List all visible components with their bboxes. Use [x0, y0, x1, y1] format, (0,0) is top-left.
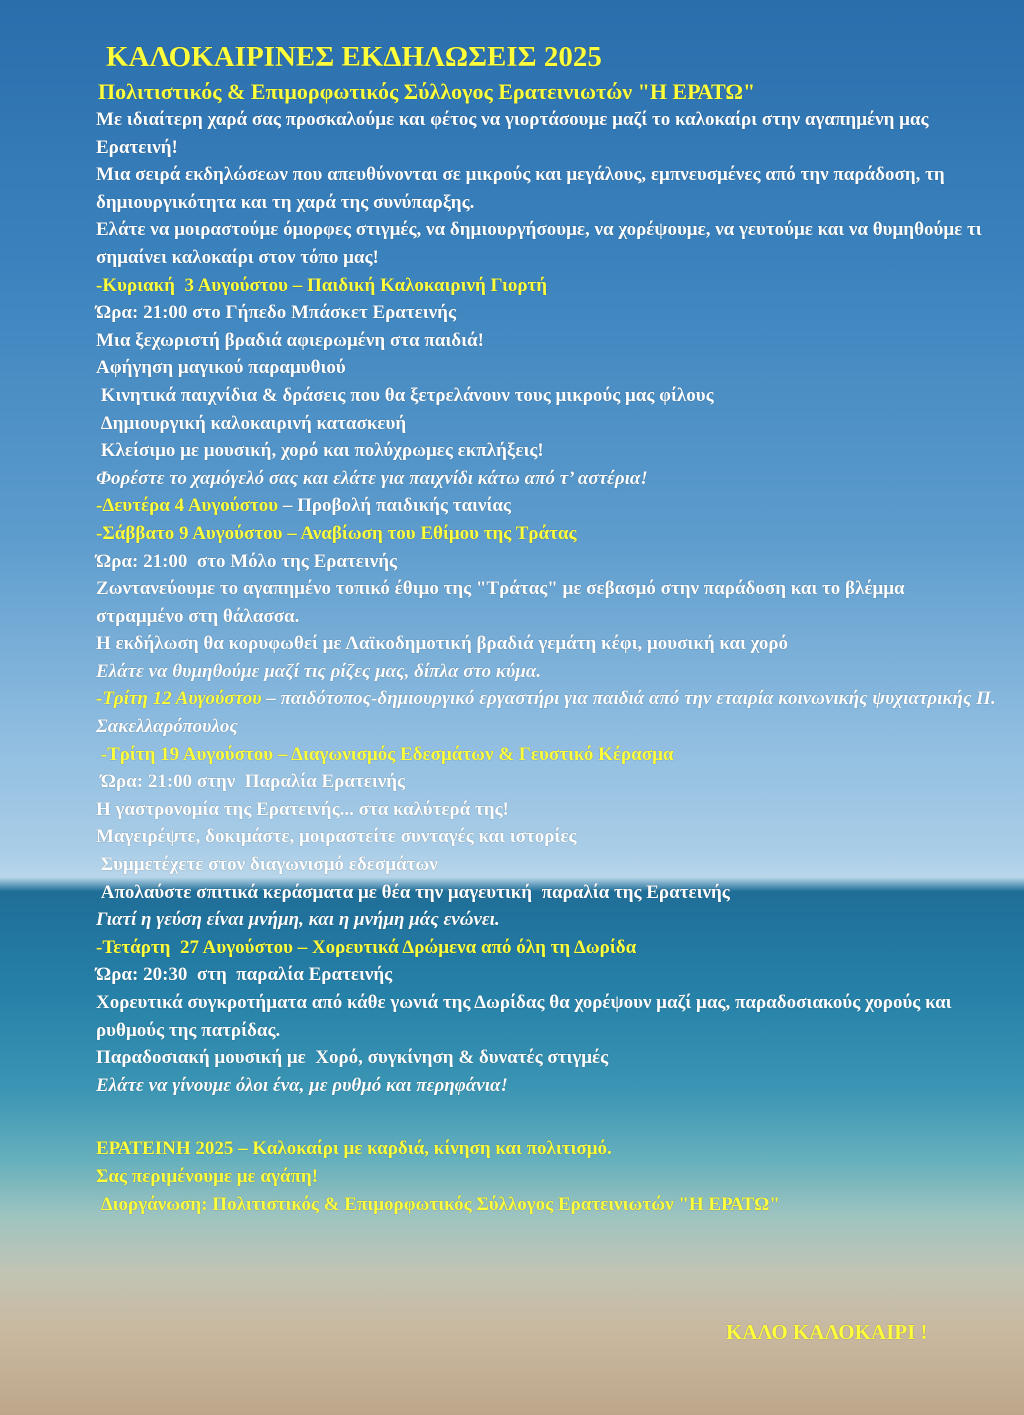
farewell-text: ΚΑΛΟ ΚΑΛΟΚΑΙΡΙ !: [726, 1320, 928, 1344]
event-line: Η εκδήλωση θα κορυφωθεί με Λαϊκοδημοτική βραδιά γεμάτη κέφι, μουσική και χορό: [96, 633, 789, 655]
event-line: Ζωντανεύουμε το αγαπημένο τοπικό έθιμο της "Τράτας" με σεβασμό στην παράδοση και το βλέμμα στραμμένο στη θάλασσα.: [96, 578, 910, 627]
event-line: Αφήγηση μαγικού παραμυθιού: [96, 357, 346, 379]
event-heading: -Σάββατο 9 Αυγούστου – Αναβίωση του Εθίμου της Τράτας: [96, 522, 577, 544]
poster-content: [96, 40, 1001, 1218]
event-heading: -Τετάρτη 27 Αυγούστου – Χορευτικά Δρώμενα από όλη τη Δωρίδα: [96, 936, 637, 958]
event-date: -Τρίτη 12 Αυγούστου: [96, 688, 262, 710]
event-date: -Δευτέρα 4 Αυγούστου: [96, 495, 279, 517]
event-line: Η γαστρονομία της Ερατεινής... στα καλύτερά της!: [96, 798, 509, 820]
event-line: Μια ξεχωριστή βραδιά αφιερωμένη στα παιδιά!: [96, 329, 484, 351]
intro-paragraph: Με ιδιαίτερη χαρά σας προσκαλούμε και φέτος να γιορτάσουμε μαζί το καλοκαίρι στην αγαπημένη μας Ερατεινή!: [96, 109, 934, 158]
event-heading: -Κυριακή 3 Αυγούστου – Παιδική Καλοκαιρινή Γιορτή: [96, 274, 548, 296]
event-time: Ώρα: 21:00 στο Μόλο της Ερατεινής: [96, 550, 398, 572]
event-line: Δημιουργική καλοκαιρινή κατασκευή: [96, 412, 407, 434]
intro-paragraph: Ελάτε να μοιραστούμε όμορφες στιγμές, να δημιουργήσουμε, να χορέψουμε, να γευτούμε και να θυμηθούμε τι σημαίνει καλοκαίρι στον τόπο μας!: [96, 219, 987, 268]
event-closing: Ελάτε να γίνουμε όλοι ένα, με ρυθμό και περηφάνια!: [96, 1074, 508, 1096]
event-time: Ώρα: 20:30 στη παραλία Ερατεινής: [96, 964, 393, 986]
event-time: Ώρα: 21:00 στο Γήπεδο Μπάσκετ Ερατεινής: [96, 302, 456, 324]
organizer-label: Διοργάνωση:: [96, 1193, 208, 1215]
organizer-name: Πολιτιστικός & Επιμορφωτικός Σύλλογος Ερατεινιωτών "Η ΕΡΑΤΩ": [207, 1193, 780, 1215]
event-line: Μαγειρέψτε, δοκιμάστε, μοιραστείτε συνταγές και ιστορίες: [96, 826, 577, 848]
event-closing: Γιατί η γεύση είναι μνήμη, και η μνήμη μάς ενώνει.: [96, 909, 500, 931]
footer-organizer: [96, 1191, 996, 1219]
event-line: Κινητικά παιχνίδια & δράσεις που θα ξετρελάνουν τους μικρούς μας φίλους: [96, 384, 714, 406]
event-line: Κλείσιμο με μουσική, χορό και πολύχρωμες εκπλήξεις!: [96, 440, 544, 462]
event-closing: Φορέστε το χαμόγελό σας και ελάτε για παιχνίδι κάτω από τ’ αστέρια!: [96, 467, 648, 489]
event-time: Ώρα: 21:00 στην Παραλία Ερατεινής: [96, 771, 406, 793]
event-heading: [96, 685, 1001, 740]
event-line: Απολαύστε σπιτικά κεράσματα με θέα την μαγευτική παραλία της Ερατεινής: [96, 881, 730, 903]
event-heading: -Τρίτη 19 Αυγούστου – Διαγωνισμός Εδεσμάτων & Γευστικό Κέρασμα: [96, 743, 674, 765]
intro-paragraph: Μια σειρά εκδηλώσεων που απευθύνονται σε μικρούς και μεγάλους, εμπνευσμένες από την παράδοση, τη δημιουργικότητα και τη χαρά της συνύπαρξης.: [96, 164, 950, 213]
footer-slogan: ΕΡΑΤΕΙΝΗ 2025 – Καλοκαίρι με καρδιά, κίνηση και πολιτισμό.: [96, 1138, 612, 1160]
spacer: [96, 1099, 996, 1135]
event-closing: Ελάτε να θυμηθούμε μαζί τις ρίζες μας, δίπλα στο κύμα.: [96, 660, 542, 682]
event-description: – παιδότοπος-δημιουργικό εργαστήρι για παιδιά από την εταιρία κοινωνικής ψυχιατρικής Π. Σακελλαρόπουλος: [96, 688, 1001, 738]
event-line: Χορευτικά συγκροτήματα από κάθε γωνιά της Δωρίδας θα χορέψουν μαζί μας, παραδοσιακούς χορούς και ρυθμούς της πατρίδας.: [96, 992, 957, 1041]
event-line: Συμμετέχετε στον διαγωνισμό εδεσμάτων: [96, 854, 438, 876]
page-title: ΚΑΛΟΚΑΙΡΙΝΕΣ ΕΚΔΗΛΩΣΕΙΣ 2025: [106, 41, 602, 73]
footer-welcome: Σας περιμένουμε με αγάπη!: [96, 1165, 319, 1187]
organizer-subtitle: Πολιτιστικός & Επιμορφωτικός Σύλλογος Ερατεινιωτών "Η ΕΡΑΤΩ": [98, 79, 756, 104]
event-description: – Προβολή παιδικής ταινίας: [278, 495, 511, 517]
event-heading: [96, 492, 996, 520]
event-line: Παραδοσιακή μουσική με Χορό, συγκίνηση & δυνατές στιγμές: [96, 1047, 609, 1069]
